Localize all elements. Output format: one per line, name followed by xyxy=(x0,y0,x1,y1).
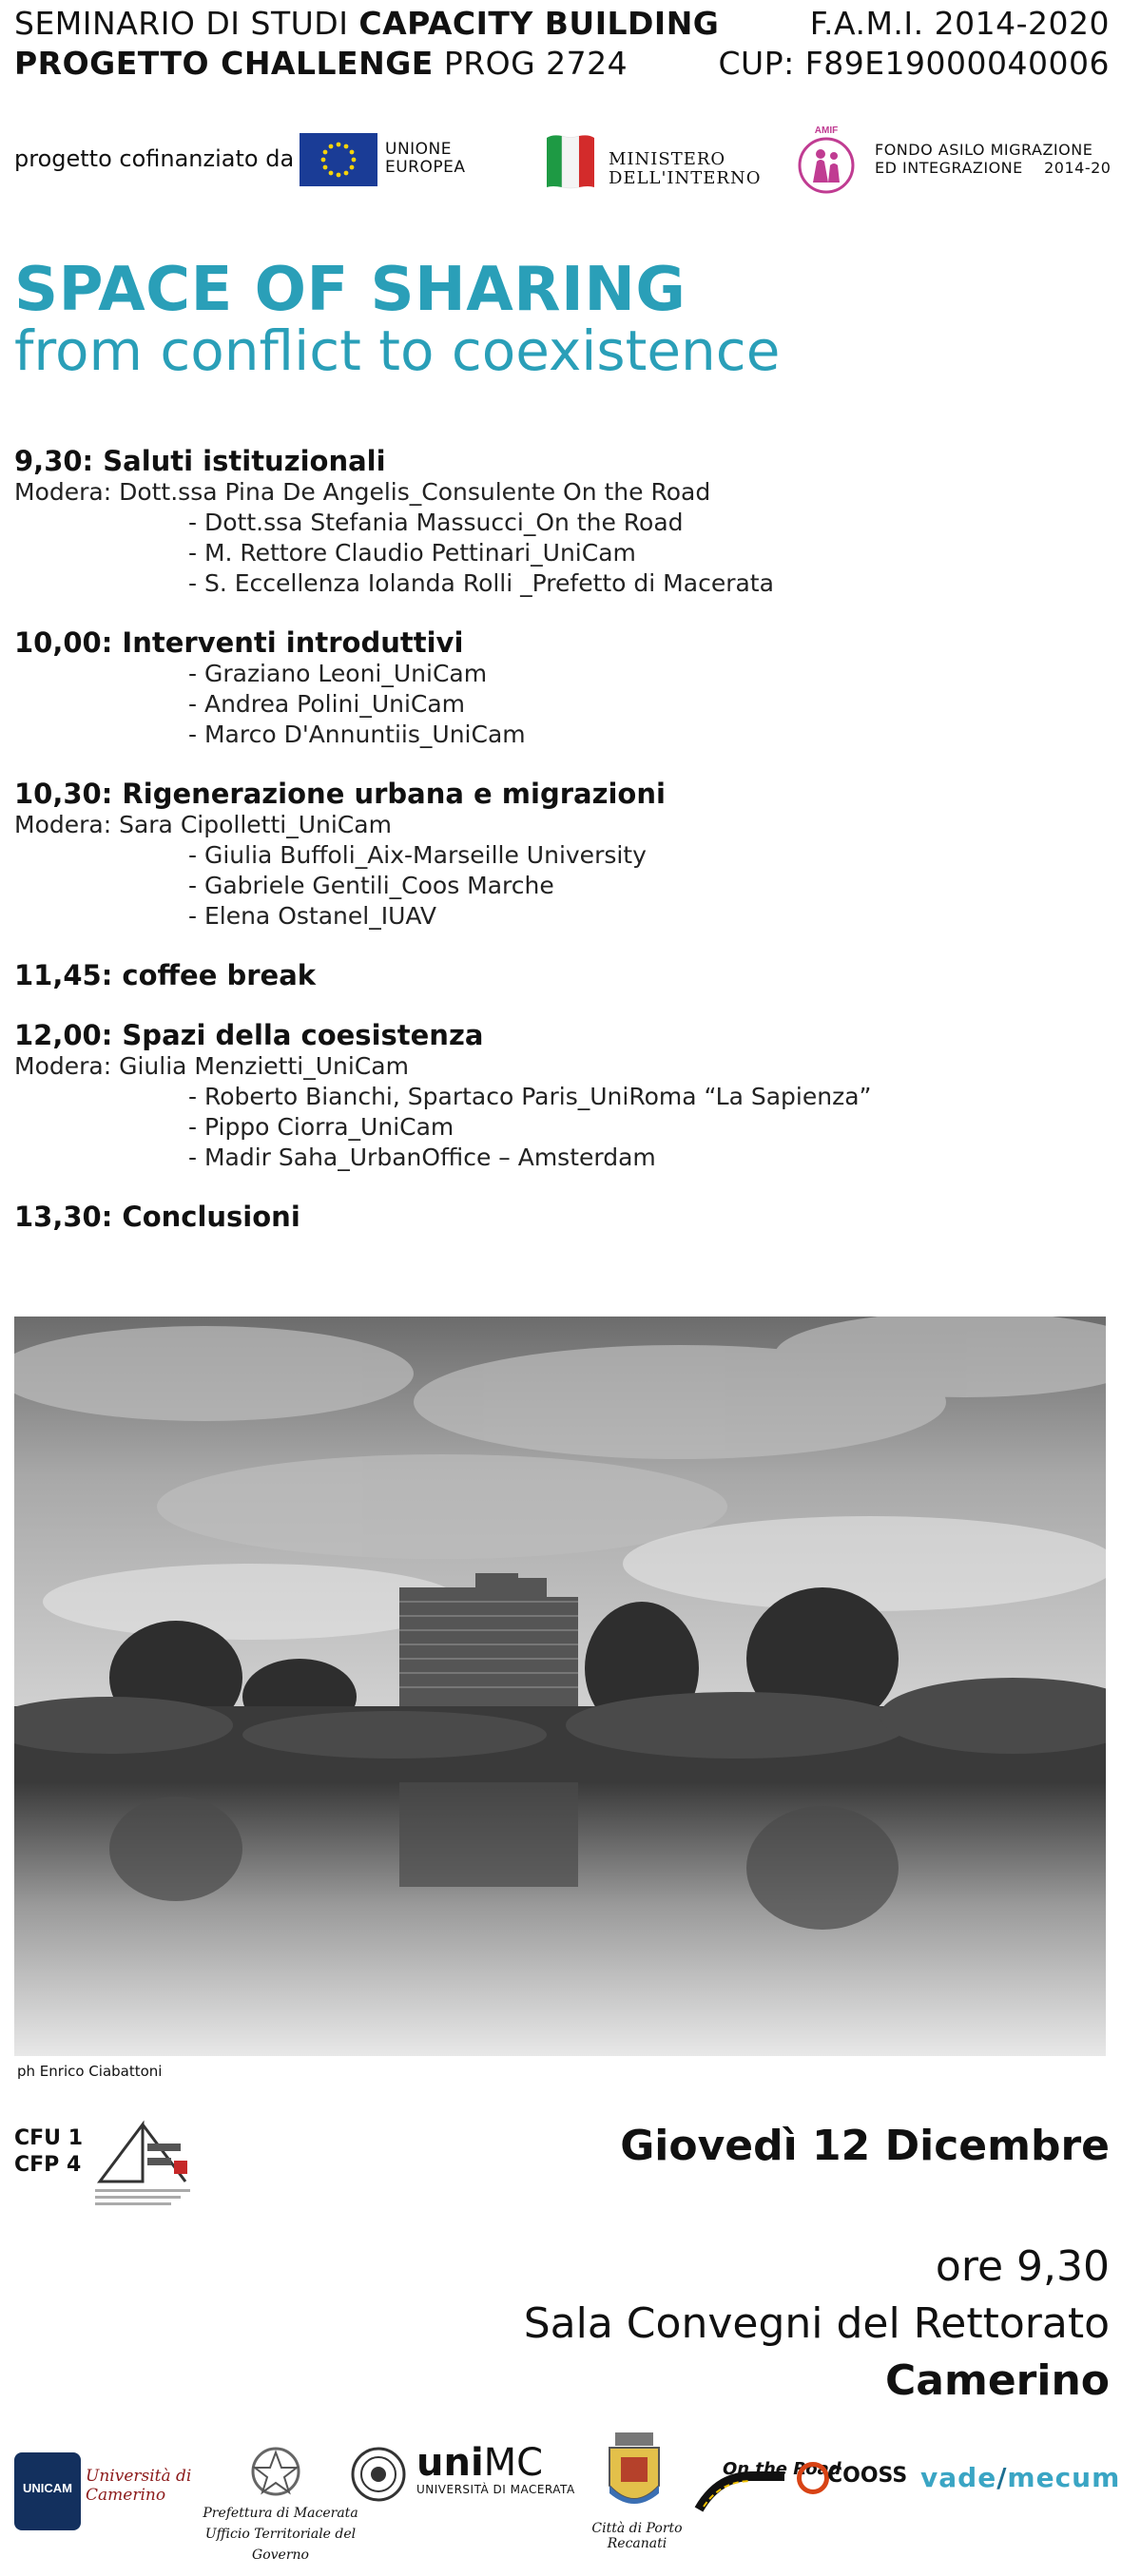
program-item-title: 10,00: Interventi introduttivi xyxy=(14,626,464,659)
program-item-title: 10,30: Rigenerazione urbana e migrazioni xyxy=(14,778,666,810)
program-item xyxy=(14,626,1108,751)
program-speaker: - S. Eccellenza Iolanda Rolli _Prefetto di Macerata xyxy=(188,569,774,597)
amif-logo-icon xyxy=(794,124,859,194)
header-right xyxy=(719,4,1110,84)
landscape-photo xyxy=(14,1317,1106,2056)
program-speaker: - Dott.ssa Stefania Massucci_On the Road xyxy=(188,509,684,536)
program-item xyxy=(14,778,1108,932)
photo-credit: ph Enrico Ciabattoni xyxy=(17,2063,163,2080)
program-speaker: - Pippo Ciorra_UniCam xyxy=(188,1113,454,1141)
program-speaker: - Graziano Leoni_UniCam xyxy=(188,660,488,687)
event-venue xyxy=(524,2239,1110,2410)
porto-recanati-label: Città di Porto Recanati xyxy=(591,2521,683,2551)
program-item-title: 13,30: Conclusioni xyxy=(14,1201,300,1233)
program-item-title: 9,30: Saluti istituzionali xyxy=(14,445,386,477)
fami-period: F.A.M.I. 2014-2020 xyxy=(809,5,1110,42)
program-moderator: Modera: Dott.ssa Pina De Angelis_Consulente On the Road xyxy=(14,478,711,506)
program-speaker: - Andrea Polini_UniCam xyxy=(188,690,466,718)
eu-label: UNIONE EUROPEA xyxy=(385,140,466,177)
prefettura-logo: Prefettura di Macerata Ufficio Territoriale del Governo xyxy=(203,2506,358,2563)
svg-text:AMIF: AMIF xyxy=(814,125,839,136)
program-item-title: 11,45: coffee break xyxy=(14,959,317,991)
cooss-logo: COOSS xyxy=(827,2464,908,2488)
vademecum-logo: vade/mecum xyxy=(920,2462,1121,2493)
header-left-line1: SEMINARIO DI STUDI CAPACITY BUILDING xyxy=(14,5,720,42)
italy-flag-icon xyxy=(545,130,596,189)
republic-emblem-icon xyxy=(247,2443,304,2500)
program-speaker: - Marco D'Annuntiis_UniCam xyxy=(188,721,526,748)
cofinance-label: progetto cofinanziato da xyxy=(14,145,295,172)
header-left-line2: PROGETTO CHALLENGE PROG 2724 xyxy=(14,45,629,82)
unimc-logo: uniMC UNIVERSITÀ DI MACERATA xyxy=(416,2441,575,2496)
unicam-shield-icon: UNICAM xyxy=(14,2452,81,2530)
eu-flag-icon xyxy=(300,133,377,186)
program-item xyxy=(14,1201,1108,1234)
program-moderator: Modera: Giulia Menzietti_UniCam xyxy=(14,1052,409,1080)
program-item xyxy=(14,445,1108,600)
ministry-label: MINISTERO DELL'INTERNO xyxy=(609,149,762,188)
event-time: ore 9,30 xyxy=(935,2242,1110,2291)
event-city: Camerino xyxy=(884,2356,1110,2405)
page-subtitle: from conflict to coexistence xyxy=(14,318,781,383)
credits-block xyxy=(14,2125,83,2179)
program-item-title: 12,00: Spazi della coesistenza xyxy=(14,1019,484,1051)
fami-label: FONDO ASILO MIGRAZIONE ED INTEGRAZIONE 2014-20 xyxy=(875,141,1112,177)
program-speaker: - Gabriele Gentili_Coos Marche xyxy=(188,872,554,899)
porto-recanati-crest-icon xyxy=(604,2429,665,2514)
program-speaker: - Roberto Bianchi, Spartaco Paris_UniRoma “La Sapienza” xyxy=(188,1083,872,1110)
event-room: Sala Convegni del Rettorato xyxy=(523,2299,1110,2348)
program-speaker: - M. Rettore Claudio Pettinari_UniCam xyxy=(188,539,636,567)
unimc-seal-icon xyxy=(350,2446,407,2503)
event-date: Giovedì 12 Dicembre xyxy=(620,2122,1110,2170)
program-moderator: Modera: Sara Cipolletti_UniCam xyxy=(14,811,392,838)
cfu-credits: CFU 1 xyxy=(14,2126,84,2150)
page-title: SPACE OF SHARING xyxy=(14,255,687,325)
cooss-ring-icon xyxy=(797,2462,829,2494)
cfp-credits: CFP 4 xyxy=(14,2153,82,2177)
header-left xyxy=(14,4,719,84)
on-the-road-logo: On the Road xyxy=(694,2457,789,2519)
architects-order-logo xyxy=(90,2115,204,2210)
program-speaker: - Madir Saha_UrbanOffice – Amsterdam xyxy=(188,1144,656,1171)
unicam-script-logo: Università di Camerino xyxy=(86,2467,192,2505)
program-speaker: - Giulia Buffoli_Aix-Marseille University xyxy=(188,841,647,869)
program-item xyxy=(14,1019,1108,1174)
cup-code: CUP: F89E19000040006 xyxy=(718,45,1110,82)
program xyxy=(14,445,1108,1234)
program-speaker: - Elena Ostanel_IUAV xyxy=(188,902,436,930)
program-item xyxy=(14,959,1108,992)
